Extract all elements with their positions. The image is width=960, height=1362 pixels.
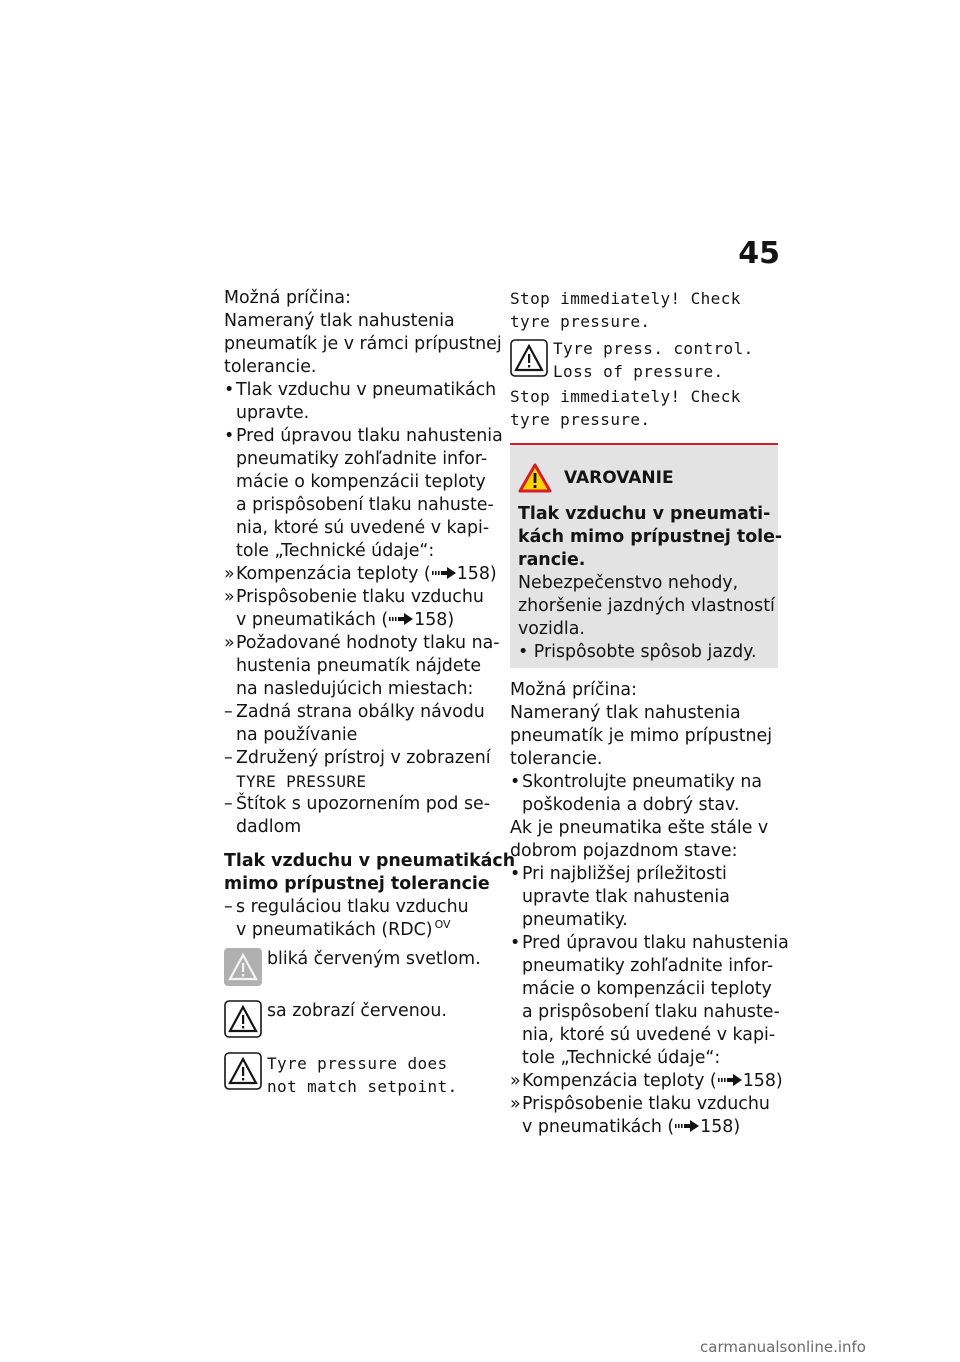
warning-bullet: • Prispôsobte spôsob jazdy. (518, 642, 757, 662)
right-column (510, 287, 789, 1139)
dash-icon: – (224, 794, 233, 814)
dash-icon: – (224, 748, 233, 768)
text-line: Ak je pneumatika ešte stále v (510, 818, 769, 838)
text-line: pneumatík je v rámci prípustnej (224, 334, 502, 354)
double-chevron-icon: » (224, 633, 235, 653)
bullet-item: •Tlak vzduchu v pneumatikách upravte. (224, 380, 497, 423)
indicator-row: bliká červeným svetlom. (224, 948, 492, 994)
cause-label: Možná príčina: (510, 680, 637, 700)
reference-item: »Požadované hodnoty tlaku na- hustenia pneumatík nájdete na nasledujúcich miestach: (224, 633, 500, 699)
warning-title: VAROVANIE (564, 467, 674, 488)
text-line: tolerancie. (510, 749, 603, 769)
footer-watermark: carmanualsonline.info (700, 1338, 866, 1356)
warning-triangle-icon (518, 463, 552, 493)
warning-body: Nebezpečenstvo nehody, zhoršenie jazdných vlastností vozidla. (518, 573, 775, 639)
text-line: dobrom pojazdnom stave: (510, 841, 738, 861)
bullet-icon: • (510, 933, 521, 953)
left-column (224, 287, 516, 1098)
bullet-icon: • (510, 864, 521, 884)
display-row (510, 337, 780, 383)
page-arrow-icon (432, 567, 456, 579)
warning-heading: Tlak vzduchu v pneumati- kách mimo prípustnej tole- rancie. (518, 504, 783, 570)
double-chevron-icon: » (510, 1071, 521, 1091)
warning-triangle-icon (224, 1000, 262, 1038)
dash-item: – Združený prístroj v zobrazení TYRE PRESSURE (224, 748, 491, 791)
display-text: Stop immediately! Check (510, 387, 741, 406)
text-line: pneumatík je mimo prípustnej (510, 726, 773, 746)
bullet-item: •Skontrolujte pneumatiky na poškodenia a dobrý stav. (510, 772, 763, 815)
page-arrow-icon (718, 1074, 742, 1086)
section-heading: Tlak vzduchu v pneumatikách mimo prípustnej tolerancie (224, 851, 516, 894)
page-arrow-icon (389, 613, 413, 625)
display-text: Tyre pressure does (267, 1054, 448, 1073)
bullet-item: •Pri najbližšej príležitosti upravte tlak nahustenia pneumatiky. (510, 864, 730, 930)
dash-item: – s reguláciou tlaku vzduchu v pneumatikách (RDC) $^{OV}$ (224, 897, 469, 940)
indicator-row (224, 1052, 492, 1098)
display-text: Tyre press. control. (553, 339, 754, 358)
bullet-icon: • (518, 642, 534, 662)
page-number: 45 (738, 236, 780, 271)
double-chevron-icon: » (510, 1094, 521, 1114)
reference-temperature-compensation[interactable]: »Kompenzácia teploty ( 158) (224, 564, 497, 584)
dash-icon: – (224, 702, 233, 722)
display-text: not match setpoint. (267, 1077, 458, 1096)
warning-triangle-icon (510, 339, 548, 377)
bullet-icon: • (224, 380, 235, 400)
bullet-icon: • (510, 772, 521, 792)
display-text: tyre pressure. (510, 312, 651, 331)
dash-icon: – (224, 897, 233, 917)
display-text: tyre pressure. (510, 410, 651, 429)
display-text: Stop immediately! Check (510, 289, 741, 308)
double-chevron-icon: » (224, 587, 235, 607)
bullet-icon: • (224, 426, 235, 446)
page-arrow-icon (675, 1120, 699, 1132)
reference-temperature-compensation[interactable]: »Kompenzácia teploty ( 158) (510, 1071, 783, 1091)
display-text: Loss of pressure. (553, 362, 724, 381)
reference-pressure-adjustment[interactable]: »Prispôsobenie tlaku vzduchu v pneumatikách ( 158) (224, 587, 484, 630)
text-line: Nameraný tlak nahustenia (510, 703, 741, 723)
text-line: Nameraný tlak nahustenia (224, 311, 455, 331)
option-superscript: OV (434, 918, 451, 931)
dash-item: – Štítok s upozornením pod se- dadlom (224, 794, 490, 837)
warning-triangle-icon (224, 1052, 262, 1090)
cause-label: Možná príčina: (224, 288, 351, 308)
text-line: tolerancie. (224, 357, 317, 377)
display-text: TYRE PRESSURE (236, 772, 367, 791)
double-chevron-icon: » (224, 564, 235, 584)
dash-item: – Zadná strana obálky návodu na používanie (224, 702, 485, 745)
warning-box (510, 443, 783, 668)
reference-pressure-adjustment[interactable]: »Prispôsobenie tlaku vzduchu v pneumatikách ( 158) (510, 1094, 770, 1137)
indicator-row: sa zobrazí červenou. (224, 1000, 492, 1046)
warning-header (518, 461, 770, 495)
bullet-item: •Pred úpravou tlaku nahustenia pneumatiky zohľadnite infor- mácie o kompenzácii teploty a prispôsobení tlaku nahuste- nia, ktoré sú uvedené v kapi- tole „Technické údaje“: (224, 426, 503, 561)
bullet-item: •Pred úpravou tlaku nahustenia pneumatiky zohľadnite infor- mácie o kompenzácii teploty a prispôsobení tlaku nahuste- nia, ktoré sú uvedené v kapi- tole „Technické údaje“: (510, 933, 789, 1068)
warning-triangle-icon (224, 948, 262, 986)
